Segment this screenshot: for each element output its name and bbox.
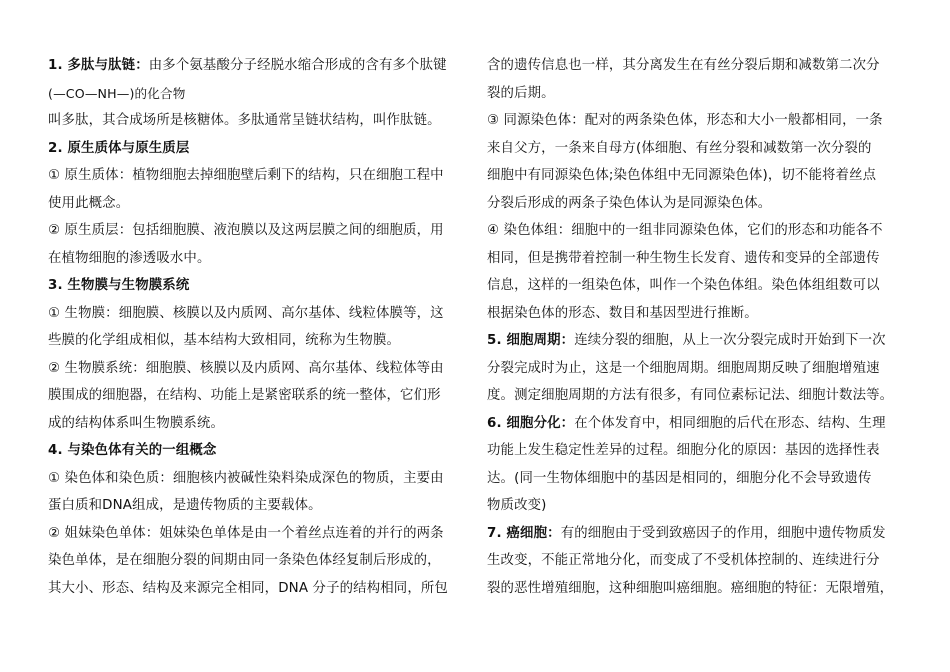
section-6-heading: 6. 细胞分化： [487,415,575,431]
section-4-para-4-line-4: 根据染色体的形态、数目和基因型进行推断。 [487,305,758,321]
section-6-line-3: 达。(同一生物体细胞中的基因是相同的，细胞分化不会导致遗传 [487,470,872,486]
section-4-para-1-line-2: 蛋白质和DNA组成，是遗传物质的主要载体。 [48,498,322,513]
section-2-para-1-line-2: 使用此概念。 [48,195,130,211]
section-6-line-2: 功能上发生稳定性差异的过程。细胞分化的原因：基因的选择性表 [487,443,880,458]
section-4-para-2-line-2: 染色单体，是在细胞分裂的间期由同一条染色体经复制后形成的， [48,553,441,568]
section-7-line-3: 裂的恶性增殖细胞，这种细胞叫癌细胞。癌细胞的特征：无限增殖， [487,580,894,596]
section-5-text: 连续分裂的细胞，从上一次分裂完成时开始到下一次 [574,333,886,348]
section-4-para-2-line-1: ② 姐妹染色单体：姐妹染色单体是由一个着丝点连着的并行的两条 [48,525,444,541]
section-1-line-3: 叫多肽，其合成场所是核糖体。多肽通常呈链状结构，叫作肽链。 [48,113,441,128]
section-6-line-1 [487,410,907,438]
section-6-text: 在个体发育中，相同细胞的后代在形态、结构、生理 [574,415,886,431]
section-1-line-2: (—CO—NH—)的化合物 [48,85,186,101]
section-5-line-1 [487,327,907,355]
section-7-heading: 7. 癌细胞： [487,525,561,541]
section-4-para-2-cont-1: 含的遗传信息也一样，其分离发生在有丝分裂后期和减数第二次分 [487,58,880,73]
section-4-para-4-line-2: 相同，但是携带着控制一种生物生长发育、遗传和变异的全部遗传 [487,250,880,266]
section-4-heading: 4. 与染色体有关的一组概念 [48,443,217,458]
section-4-para-2-line-3: 其大小、形态、结构及来源完全相同，DNA 分子的结构相同，所包 [48,580,448,596]
section-7-text: 有的细胞由于受到致癌因子的作用，细胞中遗传物质发 [560,525,886,541]
section-3-para-2-line-3: 成的结构体系叫生物膜系统。 [48,415,225,431]
section-4-para-2-cont-2: 裂的后期。 [487,85,555,101]
section-5-line-3: 度。测定细胞周期的方法有很多，有同位素标记法、细胞计数法等。 [487,388,894,403]
section-4-para-4-line-1: ④ 染色体组：细胞中的一组非同源染色体，它们的形态和功能各不 [487,223,883,238]
section-2-para-1-line-1: ① 原生质体：植物细胞去掉细胞壁后剩下的结构，只在细胞工程中 [48,168,444,183]
section-7-line-2: 生改变，不能正常地分化，而变成了不受机体控制的、连续进行分 [487,553,880,568]
section-4-para-3-line-4: 分裂后形成的两条子染色体认为是同源染色体。 [487,195,772,211]
section-2-para-2-line-1: ② 原生质层：包括细胞膜、液泡膜以及这两层膜之间的细胞质，用 [48,223,444,238]
section-1-text: 由多个氨基酸分子经脱水缩合形成的含有多个肽键 [148,58,447,73]
section-4-para-3-line-1: ③ 同源染色体：配对的两条染色体，形态和大小一般都相同，一条 [487,113,883,128]
section-4-para-3-line-2: 来自父方，一条来自母方(体细胞、有丝分裂和减数第一次分裂的 [487,140,872,156]
right-column [487,52,907,602]
section-3-para-2-line-2: 膜围成的细胞器，在结构、功能上是紧密联系的统一整体，它们形 [48,388,441,403]
section-3-para-1-line-1: ① 生物膜：细胞膜、核膜以及内质网、高尔基体、线粒体膜等，这 [48,305,444,321]
section-7-line-1 [487,520,907,548]
section-3-para-1-line-2: 些膜的化学组成相似，基本结构大致相同，统称为生物膜。 [48,333,401,348]
section-3-heading: 3. 生物膜与生物膜系统 [48,278,190,293]
section-2-para-2-line-2: 在植物细胞的渗透吸水中。 [48,250,211,266]
section-5-heading: 5. 细胞周期： [487,333,575,348]
left-column [48,52,468,602]
section-2-heading: 2. 原生质体与原生质层 [48,140,190,156]
section-4-para-3-line-3: 细胞中有同源染色体;染色体组中无同源染色体)，切不能将着丝点 [487,168,877,183]
section-4-para-4-line-3: 信息，这样的一组染色体，叫作一个染色体组。染色体组组数可以 [487,278,880,293]
section-4-para-1-line-1: ① 染色体和染色质：细胞核内被碱性染料染成深色的物质，主要由 [48,470,444,486]
section-5-line-2: 分裂完成时为止，这是一个细胞周期。细胞周期反映了细胞增殖速 [487,360,880,376]
section-3-para-2-line-1: ② 生物膜系统：细胞膜、核膜以及内质网、高尔基体、线粒体等由 [48,360,444,376]
section-1-line-1 [48,52,468,80]
section-1-heading: 1. 多肽与肽链： [48,58,149,73]
section-6-line-4: 物质改变) [487,498,547,513]
